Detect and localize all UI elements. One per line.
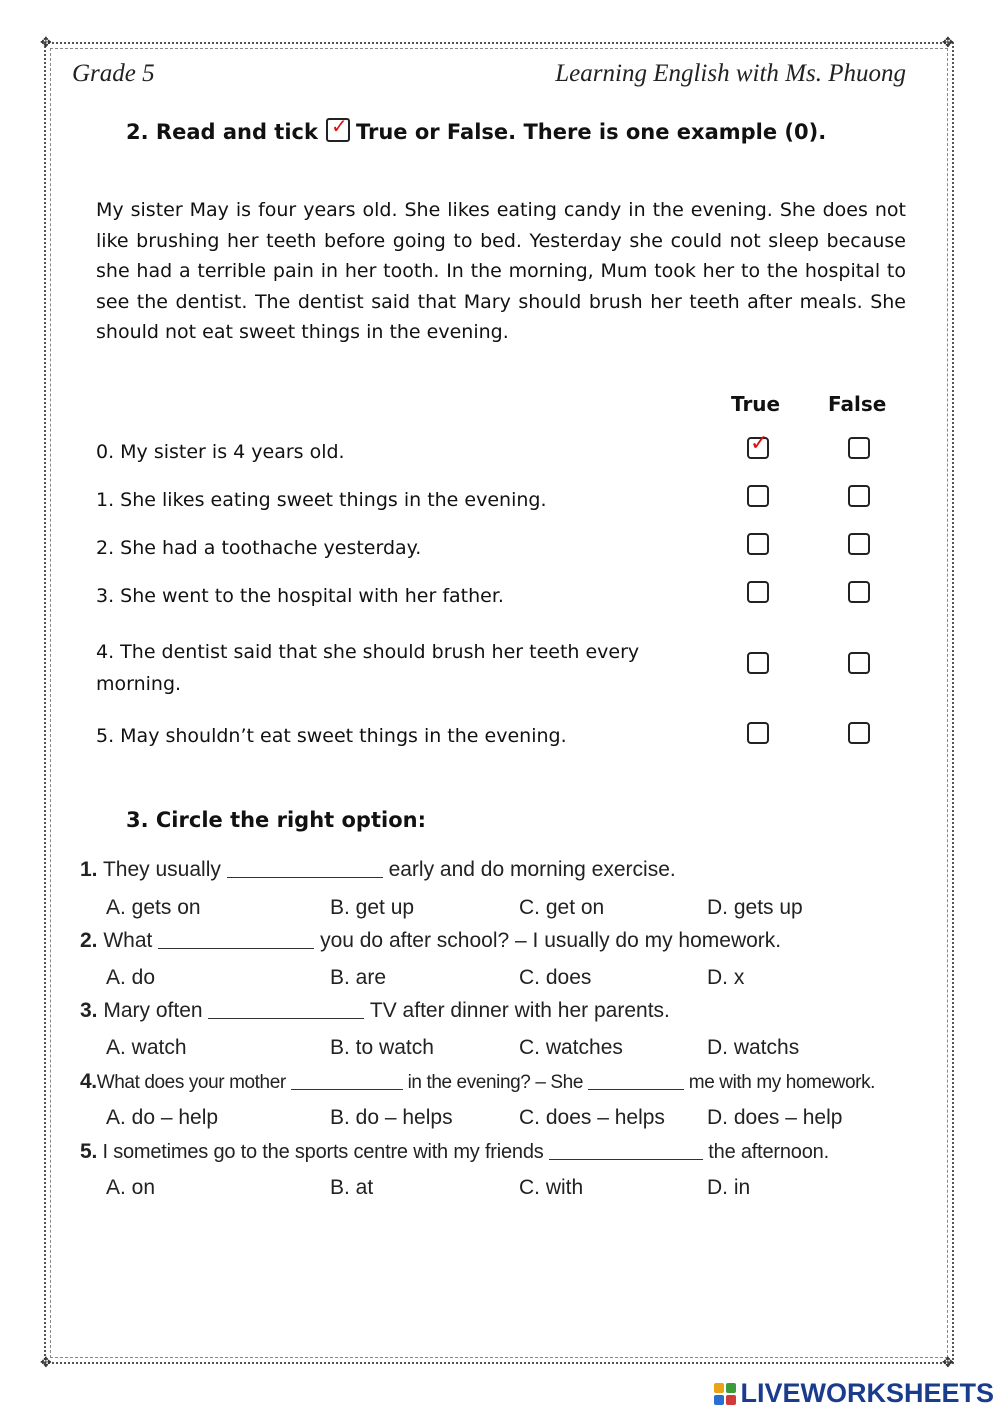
answer-blank[interactable] xyxy=(208,1000,364,1019)
false-checkbox-4[interactable] xyxy=(848,652,870,674)
question-3 xyxy=(80,999,670,1023)
option-b[interactable]: B. do – helps xyxy=(330,1106,453,1129)
option-b[interactable]: B. to watch xyxy=(330,1036,434,1059)
option-b[interactable]: B. are xyxy=(330,966,387,989)
question-text: They usually xyxy=(102,858,221,881)
question-number: 1. xyxy=(80,858,98,881)
option-d[interactable]: D. in xyxy=(707,1176,751,1199)
question-text: What xyxy=(103,929,153,952)
statement-4: 4. The dentist said that she should brush her teeth every morning. xyxy=(96,641,640,695)
reading-passage: My sister May is four years old. She likes eating candy in the evening. She does not like brushing her teeth before going to bed. Yesterday she could not sleep because she had a terrible pain in her tooth. In the morning, Mum took her to the hospital to see the dentist. The dentist said that Mary should brush her teeth after meals. She should not eat sweet things in the evening. xyxy=(96,199,906,343)
question-4 xyxy=(80,1070,875,1094)
true-checkbox-4[interactable] xyxy=(747,652,769,674)
liveworksheets-logo-icon xyxy=(714,1383,736,1405)
question-number: 3. xyxy=(80,999,98,1022)
option-d[interactable]: D. x xyxy=(707,966,745,989)
option-c[interactable]: C. does xyxy=(519,966,592,989)
answer-blank[interactable] xyxy=(227,859,383,878)
section-2-title-after: True or False. There is one example (0). xyxy=(355,120,827,144)
question-number: 5. xyxy=(80,1140,98,1163)
corner-ornament: ✥ xyxy=(942,1355,954,1371)
false-checkbox-1[interactable] xyxy=(848,485,870,507)
answer-blank[interactable] xyxy=(549,1141,703,1160)
answer-blank[interactable] xyxy=(291,1071,403,1090)
true-checkbox-3[interactable] xyxy=(747,581,769,603)
option-d[interactable]: D. does – help xyxy=(707,1106,843,1129)
option-d[interactable]: D. gets up xyxy=(707,896,803,919)
statement-2: 2. She had a toothache yesterday. xyxy=(96,537,422,559)
option-a[interactable]: A. do xyxy=(106,966,156,989)
question-text: me with my homework. xyxy=(688,1072,876,1093)
question-2 xyxy=(80,929,781,953)
section-2-title-before: 2. Read and tick xyxy=(126,120,318,144)
checkmark-icon: ✓ xyxy=(750,431,769,456)
liveworksheets-logo-text: LIVEWORKSHEETS xyxy=(740,1378,994,1408)
false-checkbox-2[interactable] xyxy=(848,533,870,555)
column-true-header: True xyxy=(731,392,781,416)
header-grade: Grade 5 xyxy=(72,60,155,87)
statement-0: 0. My sister is 4 years old. xyxy=(96,441,345,463)
section-2-title xyxy=(126,114,827,144)
statement-3: 3. She went to the hospital with her father. xyxy=(96,585,504,607)
question-text: What does your mother xyxy=(96,1072,286,1093)
option-c[interactable]: C. get on xyxy=(519,896,605,919)
question-5 xyxy=(80,1140,829,1164)
option-d[interactable]: D. watchs xyxy=(707,1036,800,1059)
false-checkbox-3[interactable] xyxy=(848,581,870,603)
header-course: Learning English with Ms. Phuong xyxy=(555,60,906,87)
answer-blank[interactable] xyxy=(588,1071,684,1090)
true-checkbox-1[interactable] xyxy=(747,485,769,507)
question-text: I sometimes go to the sports centre with my friends xyxy=(102,1141,544,1163)
statement-1: 1. She likes eating sweet things in the evening. xyxy=(96,489,547,511)
option-c[interactable]: C. with xyxy=(519,1176,584,1199)
option-b[interactable]: B. get up xyxy=(330,896,415,919)
tick-example-icon: ✓ xyxy=(326,118,350,142)
question-text: TV after dinner with her parents. xyxy=(369,999,670,1022)
true-checkbox-5[interactable] xyxy=(747,722,769,744)
option-c[interactable]: C. does – helps xyxy=(519,1106,665,1129)
section-3-title: 3. Circle the right option: xyxy=(126,808,426,832)
corner-ornament: ✥ xyxy=(40,35,52,51)
option-a[interactable]: A. do – help xyxy=(106,1106,219,1129)
option-a[interactable]: A. on xyxy=(106,1176,156,1199)
column-false-header: False xyxy=(828,392,887,416)
false-checkbox-0[interactable] xyxy=(848,437,870,459)
question-number: 2. xyxy=(80,929,98,952)
question-1 xyxy=(80,858,676,882)
corner-ornament: ✥ xyxy=(40,1355,52,1371)
question-text: the afternoon. xyxy=(708,1141,829,1163)
question-number: 4. xyxy=(80,1070,97,1093)
option-b[interactable]: B. at xyxy=(330,1176,374,1199)
corner-ornament: ✥ xyxy=(942,35,954,51)
statement-5: 5. May shouldn’t eat sweet things in the evening. xyxy=(96,725,567,747)
option-a[interactable]: A. gets on xyxy=(106,896,201,919)
question-text: Mary often xyxy=(103,999,203,1022)
question-text: in the evening? – She xyxy=(407,1072,583,1093)
question-text: early and do morning exercise. xyxy=(388,858,676,881)
liveworksheets-logo[interactable] xyxy=(714,1378,994,1409)
option-c[interactable]: C. watches xyxy=(519,1036,623,1059)
true-checkbox-2[interactable] xyxy=(747,533,769,555)
false-checkbox-5[interactable] xyxy=(848,722,870,744)
option-a[interactable]: A. watch xyxy=(106,1036,187,1059)
question-text: you do after school? – I usually do my homework. xyxy=(320,929,782,952)
answer-blank[interactable] xyxy=(158,930,314,949)
true-checkbox-0[interactable] xyxy=(747,431,769,459)
